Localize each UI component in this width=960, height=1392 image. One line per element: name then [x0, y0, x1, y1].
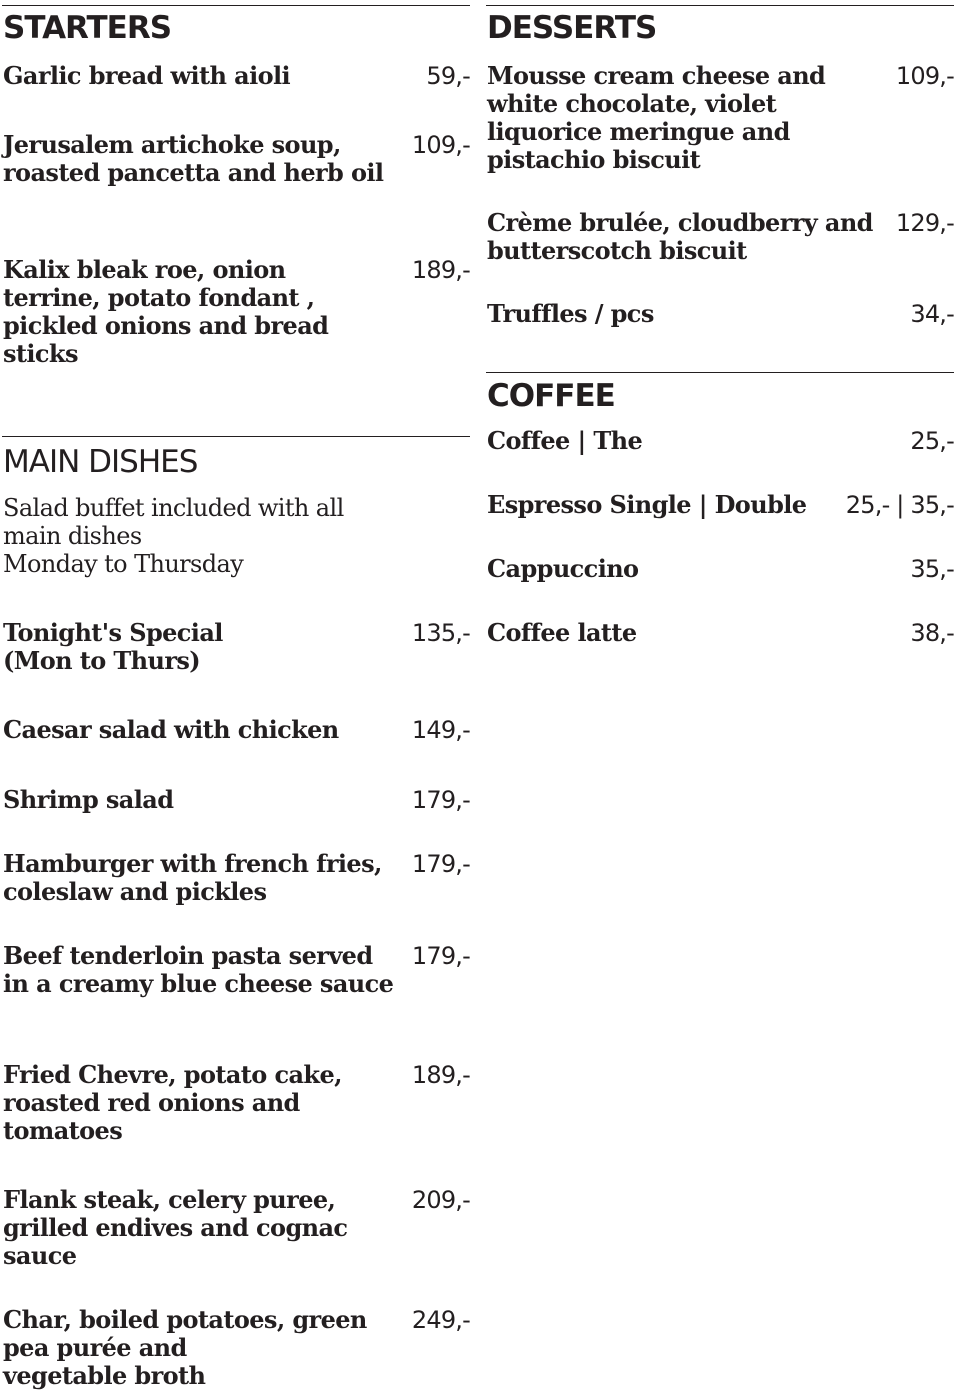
main-dish-name: Shrimp salad — [3, 785, 174, 814]
main-dish-name: Flank steak, celery puree, grilled endives and cognac sauce — [3, 1185, 348, 1270]
dessert-item-price: 129,- — [895, 209, 954, 237]
main-dish-price: 179,- — [411, 850, 470, 878]
main-dishes-rule — [2, 436, 470, 437]
main-dish-price: 209,- — [411, 1186, 470, 1214]
main-dish-price: 189,- — [411, 1061, 470, 1089]
main-dish-name: Caesar salad with chicken — [3, 715, 339, 744]
coffee-item-price: 35,- — [910, 555, 954, 583]
dessert-item-name: Crème brulée, cloudberry and butterscotch biscuit — [487, 208, 873, 265]
main-dish-name: Fried Chevre, potato cake, roasted red onions and tomatoes — [3, 1060, 342, 1145]
main-dish-price: 179,- — [411, 786, 470, 814]
salad-buffet-note: Salad buffet included with all main dishes Monday to Thursday — [3, 494, 344, 578]
main-dish-price: 249,- — [411, 1306, 470, 1334]
dessert-item-price: 109,- — [895, 62, 954, 90]
starter-item-name: Kalix bleak roe, onion terrine, potato fondant , pickled onions and bread sticks — [3, 255, 329, 368]
coffee-item-price: 25,- | 35,- — [845, 491, 954, 519]
desserts-rule — [486, 5, 954, 6]
starters-rule — [2, 5, 470, 6]
starter-item-name: Jerusalem artichoke soup, roasted pancetta and herb oil — [3, 130, 384, 187]
main-dish-name: Beef tenderloin pasta served in a creamy blue cheese sauce — [3, 941, 394, 998]
desserts-heading: DESSERTS — [487, 10, 657, 46]
main-dish-price: 179,- — [411, 942, 470, 970]
main-dish-price: 149,- — [411, 716, 470, 744]
coffee-item-name: Coffee latte — [487, 618, 637, 647]
coffee-item-name: Cappuccino — [487, 554, 639, 583]
starters-heading: STARTERS — [3, 10, 172, 46]
coffee-heading: COFFEE — [487, 378, 615, 414]
main-dishes-heading: MAIN DISHES — [3, 444, 198, 480]
coffee-item-price: 25,- — [910, 427, 954, 455]
coffee-rule — [486, 372, 954, 373]
coffee-item-price: 38,- — [910, 619, 954, 647]
main-dish-name: Hamburger with french fries, coleslaw and pickles — [3, 849, 382, 906]
starter-item-price: 189,- — [411, 256, 470, 284]
main-dish-price: 135,- — [411, 619, 470, 647]
main-dish-name: Tonight's Special (Mon to Thurs) — [3, 618, 223, 675]
starter-item-name: Garlic bread with aioli — [3, 61, 291, 90]
coffee-item-name: Coffee | The — [487, 426, 643, 455]
coffee-item-name: Espresso Single | Double — [487, 490, 807, 519]
dessert-item-price: 34,- — [910, 300, 954, 328]
dessert-item-name: Truffles / pcs — [487, 299, 654, 328]
main-dish-name: Char, boiled potatoes, green pea purée and vegetable broth — [3, 1305, 367, 1390]
starter-item-price: 59,- — [426, 62, 470, 90]
dessert-item-name: Mousse cream cheese and white chocolate, violet liquorice meringue and pistachio biscuit — [487, 61, 826, 174]
starter-item-price: 109,- — [411, 131, 470, 159]
